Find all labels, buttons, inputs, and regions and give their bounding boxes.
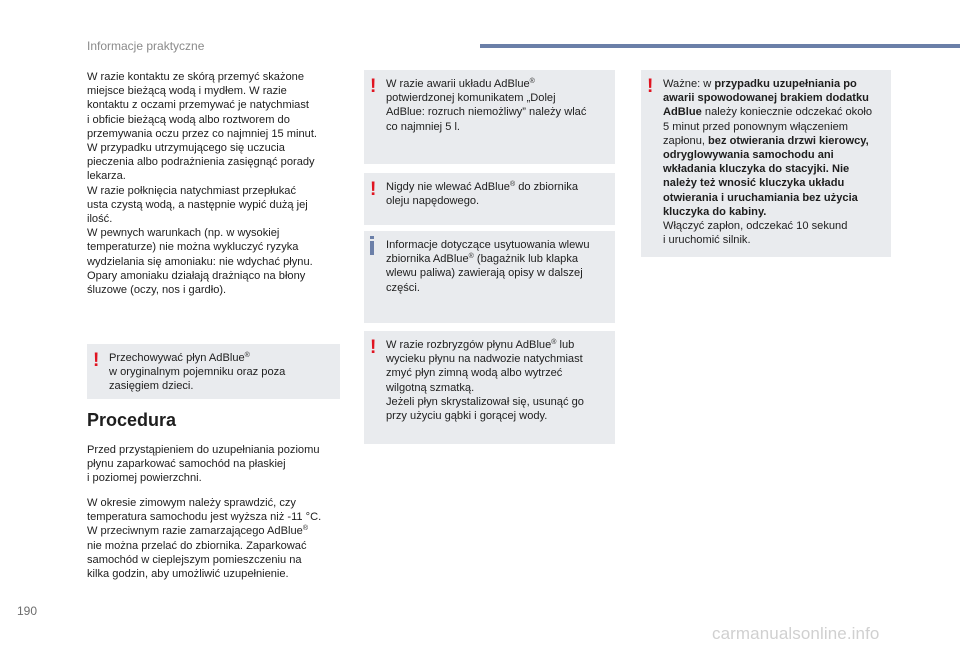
section-title: Procedura	[87, 410, 177, 430]
registered-mark: ®	[302, 525, 308, 533]
warning-text: W razie rozbryzgów płynu AdBlue® lub wycieku płynu na nadwozie natychmiast zmyć płyn zimną wodą albo wytrzeć wilgotną szmatką. Jeżeli płyn skrystalizował się, usunąć go przy użyciu gąbki i gorącej wody.	[386, 339, 584, 423]
warning-text: W razie awarii układu AdBlue® potwierdzonej komunikatem „Dolej AdBlue: rozruch niemożliwy” należy wlać co najmniej 5 l.	[386, 78, 587, 133]
procedure-paragraph-parking: Przed przystąpieniem do uzupełniania poziomu płynu zaparkować samochód na płaskiej i poziomej powierzchni.	[87, 444, 320, 485]
registered-mark: ®	[468, 253, 474, 261]
warning-box-spill	[364, 331, 615, 444]
warning-icon: !	[93, 350, 100, 371]
registered-mark: ®	[551, 339, 557, 346]
warning-text: Przechowywać płyn AdBlue® w oryginalnym pojemniku oraz poza zasięgiem dzieci.	[109, 352, 286, 393]
watermark: carmanualsonline.info	[712, 624, 880, 643]
info-icon	[370, 241, 374, 255]
warning-box-diesel-tank	[364, 173, 615, 225]
warning-box-storage	[87, 344, 340, 399]
safety-paragraph: W razie kontaktu ze skórą przemyć skażone miejsce bieżącą wodą i mydłem. W razie kontaktu z oczami przemywać je natychmiast i obficie bieżącą wodą albo roztworem do przemywania oczu przez co najmniej 15 minut. W przypadku utrzymującego się uczucia pieczenia albo podrażnienia zasięgnąć porady lekarza. W razie połknięcia natychmiast przepłukać usta czystą wodą, a następnie wypić dużą jej ilość. W pewnych warunkach (np. w wysokiej temperaturze) nie można wykluczyć ryzyka wydzielania się amoniaku: nie wdychać płynu. Opary amoniaku działają drażniąco na błony śluzowe (oczy, nos i gardło).	[87, 71, 317, 297]
header-title: Informacje praktyczne	[87, 39, 205, 53]
warning-icon: !	[647, 76, 654, 97]
info-text: Informacje dotyczące usytuowania wlewu zbiornika AdBlue® (bagażnik lub klapka wlewu paliwa) zawierają opisy w dalszej części.	[386, 239, 590, 294]
info-box-filler-location	[364, 231, 615, 323]
warning-text: Ważne: w przypadku uzupełniania po awarii spowodowanej brakiem dodatku AdBlue należy koniecznie odczekać około 5 minut przed ponownym włączeniem zapłonu, bez otwierania drzwi kierowcy, odryglowywania samochodu ani wkładania kluczyka do stacyjki. Nie należy też wnosić kluczyka układu otwierania i uruchamiania bez użycia kluczyka do kabiny. Włączyć zapłon, odczekać 10 sekund i uruchomić silnik.	[663, 78, 873, 247]
warning-text: Nigdy nie wlewać AdBlue® do zbiornika oleju napędowego.	[386, 181, 579, 208]
safety-text	[87, 70, 343, 297]
warning-box-system-failure	[364, 70, 615, 164]
registered-mark: ®	[529, 78, 535, 85]
warning-box-important	[641, 70, 891, 257]
warning-icon: !	[370, 179, 377, 200]
warning-icon: !	[370, 337, 377, 358]
warning-icon: !	[370, 76, 377, 97]
header-accent-bar	[480, 44, 960, 48]
registered-mark: ®	[244, 352, 250, 359]
procedure-paragraph-winter: W okresie zimowym należy sprawdzić, czy temperatura samochodu jest wyższa niż -11 °C. W przeciwnym razie zamarzającego AdBlue® nie można przelać do zbiornika. Zaparkować samochód w cieplejszym pomieszczeniu na kilka godzin, aby umożliwić uzupełnienie.	[87, 497, 322, 581]
page-number: 190	[17, 604, 38, 618]
registered-mark: ®	[509, 181, 516, 188]
